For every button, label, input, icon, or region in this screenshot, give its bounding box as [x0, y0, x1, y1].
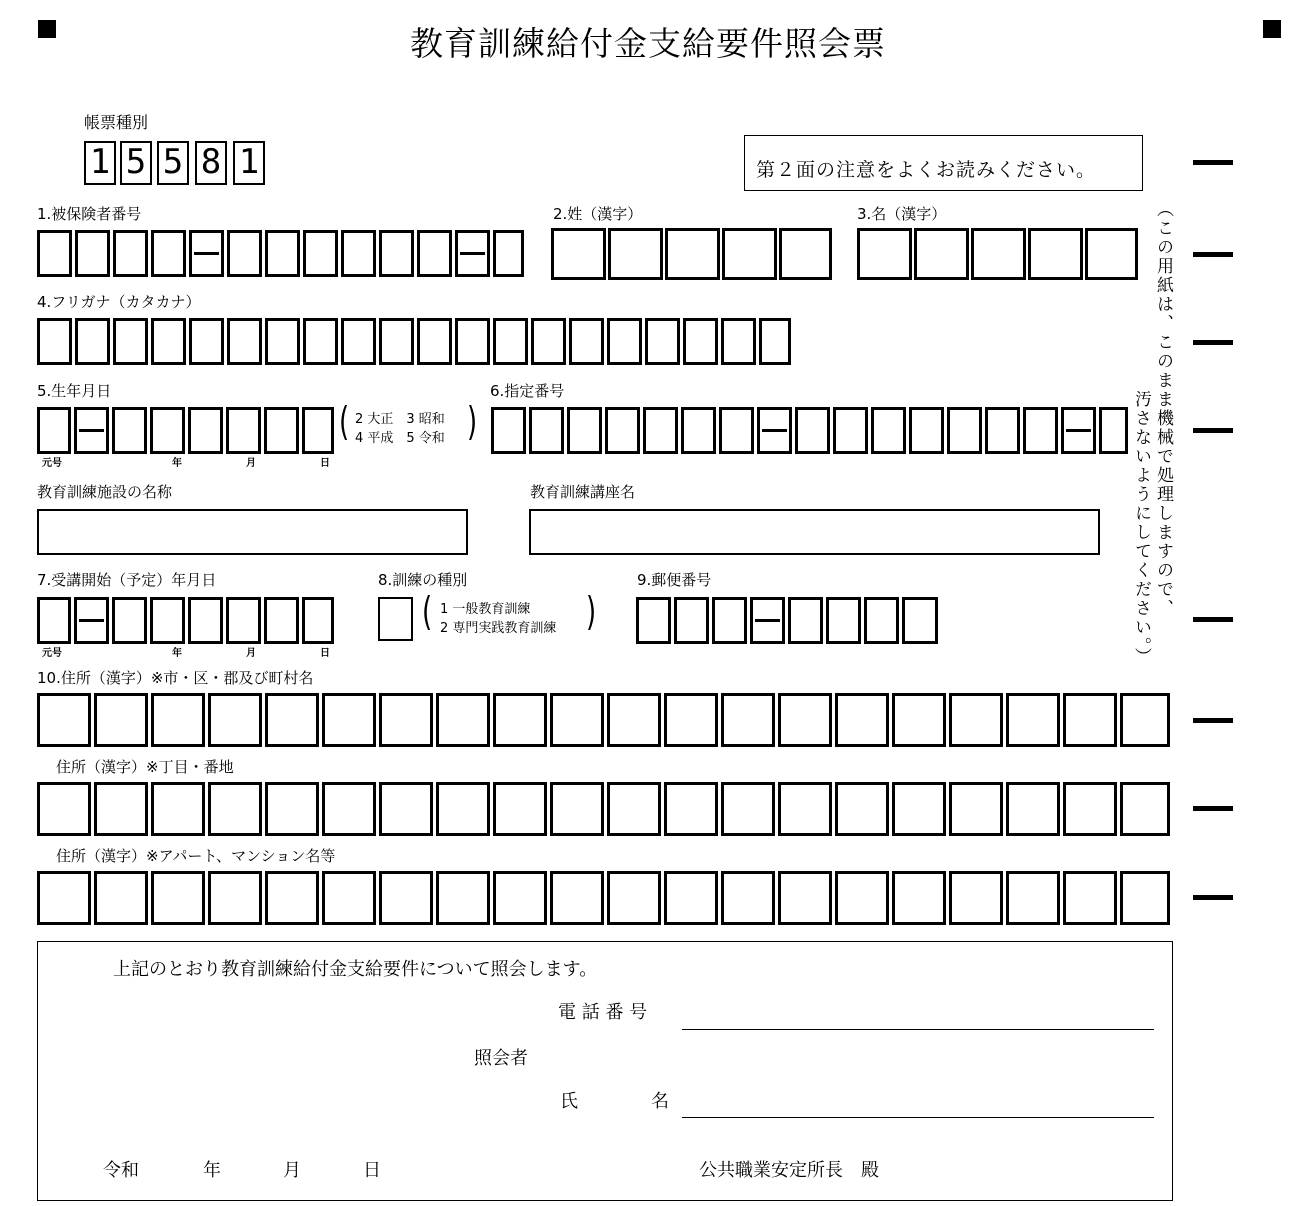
furigana-box[interactable] [113, 318, 148, 365]
month-label: 月 [283, 1160, 301, 1181]
address3-box[interactable] [1063, 871, 1117, 925]
address3-box[interactable] [322, 871, 376, 925]
address1-box[interactable] [949, 693, 1003, 747]
address1-box[interactable] [94, 693, 148, 747]
day-caption: 日 [320, 458, 330, 469]
furigana-box[interactable] [379, 318, 414, 365]
birth-month-box[interactable] [188, 407, 223, 454]
furigana-box[interactable] [37, 318, 72, 365]
designation-number-box[interactable] [833, 407, 868, 454]
name-label-first: 氏 [560, 1091, 578, 1112]
furigana-box[interactable] [759, 318, 791, 365]
dash-mark [762, 429, 787, 432]
month-caption: 月 [246, 648, 256, 659]
start-era-box[interactable] [37, 597, 71, 644]
address1-box[interactable] [208, 693, 262, 747]
insured-number-box[interactable] [151, 230, 186, 277]
insured-number-box[interactable] [227, 230, 262, 277]
address2-box[interactable] [892, 782, 946, 836]
address2-box[interactable] [151, 782, 205, 836]
address2-box[interactable] [208, 782, 262, 836]
address1-box[interactable] [322, 693, 376, 747]
insured-number-box[interactable] [265, 230, 300, 277]
address1-box[interactable] [265, 693, 319, 747]
address3-box[interactable] [835, 871, 889, 925]
designation-number-box[interactable] [529, 407, 564, 454]
furigana-box[interactable] [531, 318, 566, 365]
surname-box[interactable] [779, 228, 832, 280]
timing-mark [1193, 617, 1233, 622]
address2-box[interactable] [265, 782, 319, 836]
address2-box[interactable] [94, 782, 148, 836]
year-label: 年 [203, 1160, 221, 1181]
address1-box[interactable] [436, 693, 490, 747]
address1-label: 10.住所（漢字）※市・区・郡及び町村名 [37, 669, 314, 687]
timing-mark [1193, 160, 1233, 165]
start-year-box[interactable] [112, 597, 147, 644]
address3-box[interactable] [664, 871, 718, 925]
address1-box[interactable] [37, 693, 91, 747]
notice-box [744, 135, 1143, 191]
insured-number-box[interactable] [493, 230, 524, 277]
timing-mark [1193, 252, 1233, 257]
facility-name-label: 教育訓練施設の名称 [37, 483, 173, 501]
address1-box[interactable] [151, 693, 205, 747]
phone-line[interactable] [682, 1029, 1154, 1030]
birth-era-box[interactable] [37, 407, 71, 454]
designation-number-box[interactable] [871, 407, 906, 454]
address1-box[interactable] [892, 693, 946, 747]
address2-label: 住所（漢字）※丁目・番地 [56, 758, 234, 776]
insured-number-box[interactable] [113, 230, 148, 277]
address2-box[interactable] [835, 782, 889, 836]
training-bracket-close: ) [586, 590, 597, 636]
birth-month-box[interactable] [226, 407, 261, 454]
address3-box[interactable] [151, 871, 205, 925]
address2-box[interactable] [1063, 782, 1117, 836]
era-caption: 元号 [42, 648, 62, 659]
given-name-label: 3.名（漢字） [857, 205, 947, 223]
address2-box[interactable] [721, 782, 775, 836]
postal-code-box[interactable] [826, 597, 861, 644]
address3-box[interactable] [379, 871, 433, 925]
given-name-box[interactable] [971, 228, 1026, 280]
furigana-box[interactable] [227, 318, 262, 365]
designation-number-box[interactable] [643, 407, 678, 454]
postal-code-box[interactable] [636, 597, 671, 644]
surname-label: 2.姓（漢字） [553, 205, 643, 223]
form-type-digit: 5 [120, 141, 152, 185]
address2-box[interactable] [493, 782, 547, 836]
training-bracket-open: ( [422, 590, 433, 636]
designation-number-box[interactable] [1099, 407, 1128, 454]
birth-day-box[interactable] [302, 407, 334, 454]
address3-box[interactable] [778, 871, 832, 925]
start-day-box[interactable] [302, 597, 334, 644]
address2-box[interactable] [322, 782, 376, 836]
furigana-box[interactable] [607, 318, 642, 365]
timing-mark [1193, 428, 1233, 433]
era-bracket-open: ( [339, 400, 350, 446]
year-caption: 年 [172, 648, 182, 659]
training-type-label: 8.訓練の種別 [378, 571, 468, 589]
address1-box[interactable] [721, 693, 775, 747]
given-name-box[interactable] [857, 228, 912, 280]
address3-box[interactable] [208, 871, 262, 925]
address1-box[interactable] [664, 693, 718, 747]
address2-box[interactable] [1120, 782, 1170, 836]
surname-box[interactable] [608, 228, 663, 280]
corner-mark-left [38, 20, 56, 38]
address1-box[interactable] [1120, 693, 1170, 747]
designation-number-box[interactable] [1023, 407, 1058, 454]
address3-box[interactable] [493, 871, 547, 925]
era-option-line-2: 4 平成 5 令和 [355, 431, 445, 446]
address1-box[interactable] [550, 693, 604, 747]
form-type-digit: 1 [84, 141, 116, 185]
birth-day-box[interactable] [264, 407, 299, 454]
training-option-line-2: 2 専門実践教育訓練 [440, 621, 557, 636]
address1-box[interactable] [379, 693, 433, 747]
facility-name-field[interactable] [37, 509, 468, 555]
era-bracket-close: ) [467, 400, 478, 446]
side-note-column-1: （この用紙は、このまま機械で処理しますので、 [1153, 200, 1173, 618]
address2-box[interactable] [550, 782, 604, 836]
start-month-box[interactable] [188, 597, 223, 644]
address3-box[interactable] [550, 871, 604, 925]
form-type-digit: 8 [195, 141, 227, 185]
declaration-statement: 上記のとおり教育訓練給付金支給要件について照会します。 [113, 959, 598, 980]
address2-box[interactable] [664, 782, 718, 836]
designation-number-box[interactable] [491, 407, 526, 454]
address3-box[interactable] [436, 871, 490, 925]
reiwa-label: 令和 [103, 1160, 139, 1181]
given-name-box[interactable] [1028, 228, 1083, 280]
insured-number-box[interactable] [379, 230, 414, 277]
dash-mark [755, 619, 780, 622]
designation-number-label: 6.指定番号 [490, 382, 565, 400]
address3-box[interactable] [1120, 871, 1170, 925]
address3-box[interactable] [949, 871, 1003, 925]
day-caption: 日 [320, 648, 330, 659]
furigana-box[interactable] [417, 318, 452, 365]
furigana-box[interactable] [265, 318, 300, 365]
start-month-box[interactable] [226, 597, 261, 644]
dash-mark [1066, 429, 1091, 432]
side-note-column-2: 汚さないようにしてください。） [1131, 390, 1151, 667]
furigana-box[interactable] [455, 318, 490, 365]
address1-box[interactable] [1006, 693, 1060, 747]
furigana-box[interactable] [721, 318, 756, 365]
designation-number-box[interactable] [947, 407, 982, 454]
insured-number-label: 1.被保険者番号 [37, 205, 142, 223]
postal-code-box[interactable] [902, 597, 938, 644]
insured-number-box[interactable] [341, 230, 376, 277]
furigana-box[interactable] [303, 318, 338, 365]
timing-mark [1193, 718, 1233, 723]
surname-box[interactable] [665, 228, 720, 280]
year-caption: 年 [172, 458, 182, 469]
training-type-box[interactable] [378, 597, 413, 641]
furigana-box[interactable] [151, 318, 186, 365]
address2-box[interactable] [436, 782, 490, 836]
surname-box[interactable] [551, 228, 606, 280]
birth-date-label: 5.生年月日 [37, 382, 112, 400]
recipient-label: 公共職業安定所長 殿 [699, 1160, 879, 1181]
start-date-label: 7.受講開始（予定）年月日 [37, 571, 217, 589]
form-type-digit: 5 [157, 141, 189, 185]
timing-mark [1193, 340, 1233, 345]
address2-box[interactable] [607, 782, 661, 836]
insured-number-box[interactable] [75, 230, 110, 277]
course-name-label: 教育訓練講座名 [530, 483, 636, 501]
address2-box[interactable] [37, 782, 91, 836]
form-title: 教育訓練給付金支給要件照会票 [410, 24, 886, 63]
address3-box[interactable] [607, 871, 661, 925]
day-label: 日 [363, 1160, 381, 1181]
address1-box[interactable] [835, 693, 889, 747]
dash-mark [79, 429, 104, 432]
address3-box[interactable] [265, 871, 319, 925]
address3-box[interactable] [892, 871, 946, 925]
birth-year-box[interactable] [150, 407, 185, 454]
inquirer-label: 照会者 [474, 1048, 528, 1069]
address2-box[interactable] [379, 782, 433, 836]
address3-box[interactable] [37, 871, 91, 925]
surname-box[interactable] [722, 228, 777, 280]
postal-code-box[interactable] [674, 597, 709, 644]
era-option-line-1: 2 大正 3 昭和 [355, 412, 445, 427]
given-name-box[interactable] [914, 228, 969, 280]
postal-code-box[interactable] [864, 597, 899, 644]
name-label-second: 名 [651, 1091, 669, 1112]
furigana-box[interactable] [189, 318, 224, 365]
timing-mark [1193, 895, 1233, 900]
furigana-box[interactable] [75, 318, 110, 365]
dash-mark [460, 252, 485, 255]
furigana-box[interactable] [645, 318, 680, 365]
designation-number-box[interactable] [719, 407, 754, 454]
furigana-label: 4.フリガナ（カタカナ） [37, 293, 201, 311]
address3-box[interactable] [721, 871, 775, 925]
address2-box[interactable] [949, 782, 1003, 836]
furigana-box[interactable] [341, 318, 376, 365]
course-name-field[interactable] [529, 509, 1100, 555]
birth-year-box[interactable] [112, 407, 147, 454]
phone-label: 電 話 番 号 [558, 1002, 648, 1023]
corner-mark-right [1263, 20, 1281, 38]
designation-number-box[interactable] [909, 407, 944, 454]
start-day-box[interactable] [264, 597, 299, 644]
furigana-box[interactable] [569, 318, 604, 365]
address3-label: 住所（漢字）※アパート、マンション名等 [56, 847, 336, 865]
designation-number-box[interactable] [681, 407, 716, 454]
designation-number-box[interactable] [605, 407, 640, 454]
designation-number-box[interactable] [795, 407, 830, 454]
address2-box[interactable] [778, 782, 832, 836]
form-type-digit: 1 [233, 141, 265, 185]
furigana-box[interactable] [493, 318, 528, 365]
dash-mark [194, 252, 219, 255]
address1-box[interactable] [778, 693, 832, 747]
address1-box[interactable] [1063, 693, 1117, 747]
insured-number-box[interactable] [417, 230, 452, 277]
insured-number-box[interactable] [37, 230, 72, 277]
postal-code-box[interactable] [712, 597, 747, 644]
address1-box[interactable] [493, 693, 547, 747]
form-type-label: 帳票種別 [84, 113, 149, 132]
start-year-box[interactable] [150, 597, 185, 644]
notice-text: 第２面の注意をよくお読みください。 [756, 159, 1097, 181]
insured-number-box[interactable] [303, 230, 338, 277]
designation-number-box[interactable] [567, 407, 602, 454]
postal-code-box[interactable] [788, 597, 823, 644]
name-line[interactable] [682, 1117, 1154, 1118]
designation-number-box[interactable] [985, 407, 1020, 454]
furigana-box[interactable] [683, 318, 718, 365]
address1-box[interactable] [607, 693, 661, 747]
given-name-box[interactable] [1085, 228, 1138, 280]
dash-mark [79, 619, 104, 622]
address2-box[interactable] [1006, 782, 1060, 836]
month-caption: 月 [246, 458, 256, 469]
era-caption: 元号 [42, 458, 62, 469]
timing-mark [1193, 806, 1233, 811]
address3-box[interactable] [94, 871, 148, 925]
training-option-line-1: 1 一般教育訓練 [440, 602, 531, 617]
postal-code-label: 9.郵便番号 [637, 571, 712, 589]
address3-box[interactable] [1006, 871, 1060, 925]
